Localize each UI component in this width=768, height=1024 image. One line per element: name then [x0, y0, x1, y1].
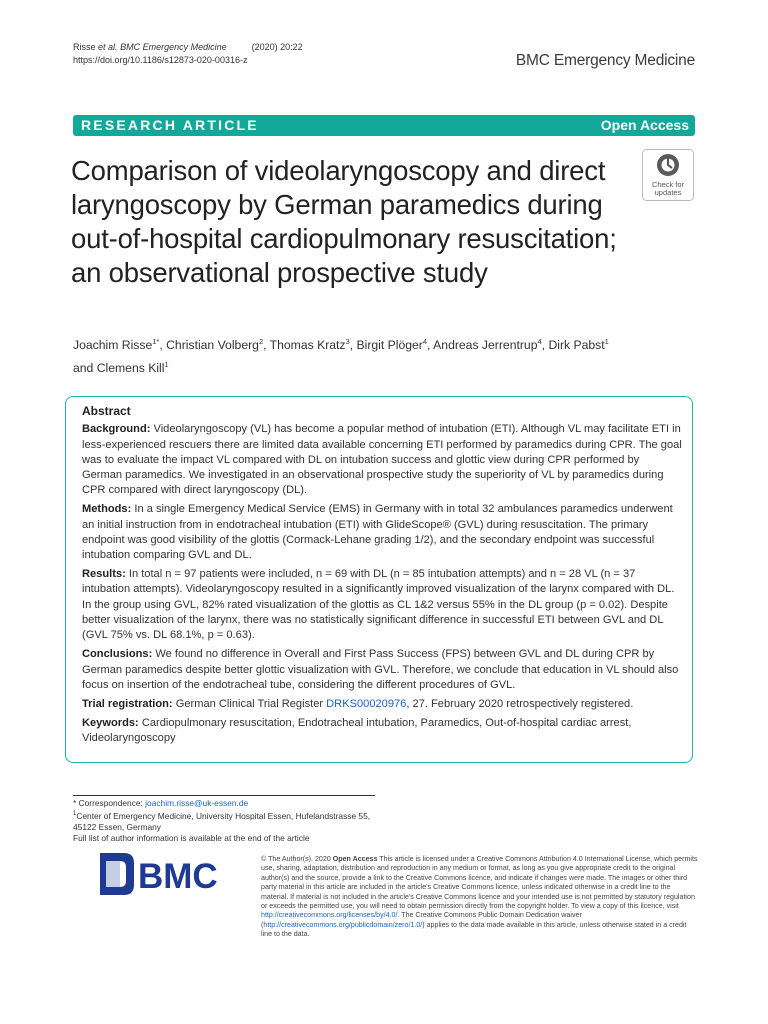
abstract-keywords: Keywords: Cardiopulmonary resuscitation, Endotracheal intubation, Paramedics, Out-of-hospital cardiac arrest, Videolaryngoscopy — [82, 716, 632, 744]
doi-link[interactable]: https://doi.org/10.1186/s12873-020-00316-z — [73, 55, 248, 65]
author-list: Joachim Risse$^{1*}$, Christian Volberg$^2$, Thomas Kratz$^3$, Birgit Plöger$^4$, Andreas Jerrentrup$^4$, Dirk Pabst$^1$ and Clemens Kill$^1$ — [73, 337, 609, 376]
abstract-trial-registration: Trial registration: German Clinical Trial Register DRKS00020976, 27. February 2020 retrospectively registered. — [82, 697, 634, 710]
license-link[interactable]: http://creativecommons.org/licenses/by/4.0/ — [261, 911, 398, 920]
author[interactable]: Andreas Jerrentrup$^4$ — [433, 337, 542, 353]
author[interactable]: Thomas Kratz$^3$ — [269, 337, 350, 353]
affiliation: $^1$Center of Emergency Medicine, University Hospital Essen, Hufelandstrasse 55, 45122 Essen, Germany — [73, 811, 371, 833]
author-info-note: Full list of author information is available at the end of the article — [73, 833, 310, 844]
citation-header — [73, 41, 303, 67]
abstract-heading: Abstract — [82, 404, 131, 418]
abstract-background: Background: Videolaryngoscopy (VL) has become a popular method of intubation (ETI). Although VL may facilitate ETI in less-experienced rescuers there are limited data available concerning ETI performed by paramedics during CPR. The goal was to evaluate the impact VL compared with DL on intubation success and glottic view during CPR performed by German paramedics. We investigated in an observational prospective study the superiority of VL by paramedics during CPR compared with direct laryngoscopy (DL). — [82, 423, 682, 497]
trial-registry-link[interactable]: DRKS00020976 — [326, 697, 407, 710]
abstract-results: Results: In total n = 97 patients were included, n = 69 with DL (n = 85 intubation attempts) and n = 28 VL (n = 37 intubation attempts). Videolaryngoscopy resulted in a significantly improved visualization of the larynx compared with DL. In the group using GVL, 82% rated visualization of the glottis as CL 1&2 versus 55% in the DL group (p = 0.02). Despite better visualization of the larynx, there was no statistically significant difference in successful ETI between GVL and DL (GVL 75% vs. DL 68.1%, p = 0.63). — [82, 568, 675, 642]
article-type-banner — [73, 115, 695, 136]
license-text: © The Author(s). 2020 Open Access This article is licensed under a Creative Commons Attribution 4.0 International License, which permits use, sharing, adaptation, distribution and reproduction in any medium or format, as long as you give appropriate credit to the original author(s) and the source, provide a link to the Creative Commons licence, and indicate if changes were made. The images or other third party material in this article are included in the article's Creative Commons licence, unless indicated otherwise in a credit line to the material. If material is not included in the article's Creative Commons licence and your intended use is not permitted by statutory regulation or exceeds the permitted use, you will need to obtain permission directly from the copyright holder. To view a copy of this licence, visit http://creativecommons.org/licenses/by/4.0/. The Creative Commons Public Domain Dedication waiver (http://creativecommons.org/publicdomain/zero/1.0/) applies to the data made available in this article, unless otherwise stated in a credit line to the data. — [261, 855, 698, 939]
open-access-label: Open Access — [600, 117, 689, 133]
bmc-logo-icon — [98, 851, 218, 897]
author[interactable]: Birgit Plöger$^4$ — [356, 337, 428, 353]
author[interactable]: Dirk Pabst$^1$ — [548, 337, 609, 353]
citation-line: Risse et al. BMC Emergency Medicine (2020) 20:22 — [73, 42, 303, 52]
abstract-methods: Methods: In a single Emergency Medical Service (EMS) in Germany with in total 32 ambulances paramedics underwent an initial instruction from in endotracheal intubation (ETI) with GlideScope® (GVL) during resuscitation. The primary endpoint was good visibility of the glottis (Cormack-Lehane grading 1/2), and the secondary endpoint was successful intubation comparing GVL and DL. — [82, 503, 673, 562]
bmc-logo — [98, 851, 218, 897]
abstract-conclusions: Conclusions: We found no difference in Overall and First Pass Success (FPS) between GVL and DL during CPR by German paramedics despite better glottic visualization with GVL. Therefore, we conclude that education in VL should also focus on insertion of the endotracheal tube, considering the different procedures of GVL. — [82, 648, 679, 691]
author[interactable]: Clemens Kill$^1$ — [96, 360, 169, 376]
footnotes — [73, 798, 393, 845]
author[interactable]: Joachim Risse$^{1*}$ — [73, 337, 160, 353]
check-updates-line2: updates — [654, 188, 682, 197]
check-updates-icon — [642, 149, 694, 201]
authors-and: and — [73, 361, 94, 376]
abstract-box — [65, 396, 693, 763]
correspondence-email[interactable]: joachim.risse@uk-essen.de — [145, 798, 249, 808]
footnote-divider — [73, 795, 375, 796]
author[interactable]: Christian Volberg$^2$ — [166, 337, 264, 353]
check-for-updates-badge[interactable] — [642, 149, 694, 201]
journal-name: BMC Emergency Medicine — [515, 52, 695, 69]
logo-text: BMC — [138, 857, 218, 896]
article-title: Comparison of videolaryngoscopy and direct laryngoscopy by German paramedics during out-of-hospital cardiopulmonary resuscitation; an observational prospective study — [71, 155, 617, 288]
correspondence: * Correspondence: joachim.risse@uk-essen.de — [73, 798, 249, 808]
article-type-label: RESEARCH ARTICLE — [81, 117, 259, 133]
check-updates-line1: Check for — [651, 180, 685, 189]
cc0-link[interactable]: http://creativecommons.org/publicdomain/zero/1.0/ — [263, 920, 423, 929]
